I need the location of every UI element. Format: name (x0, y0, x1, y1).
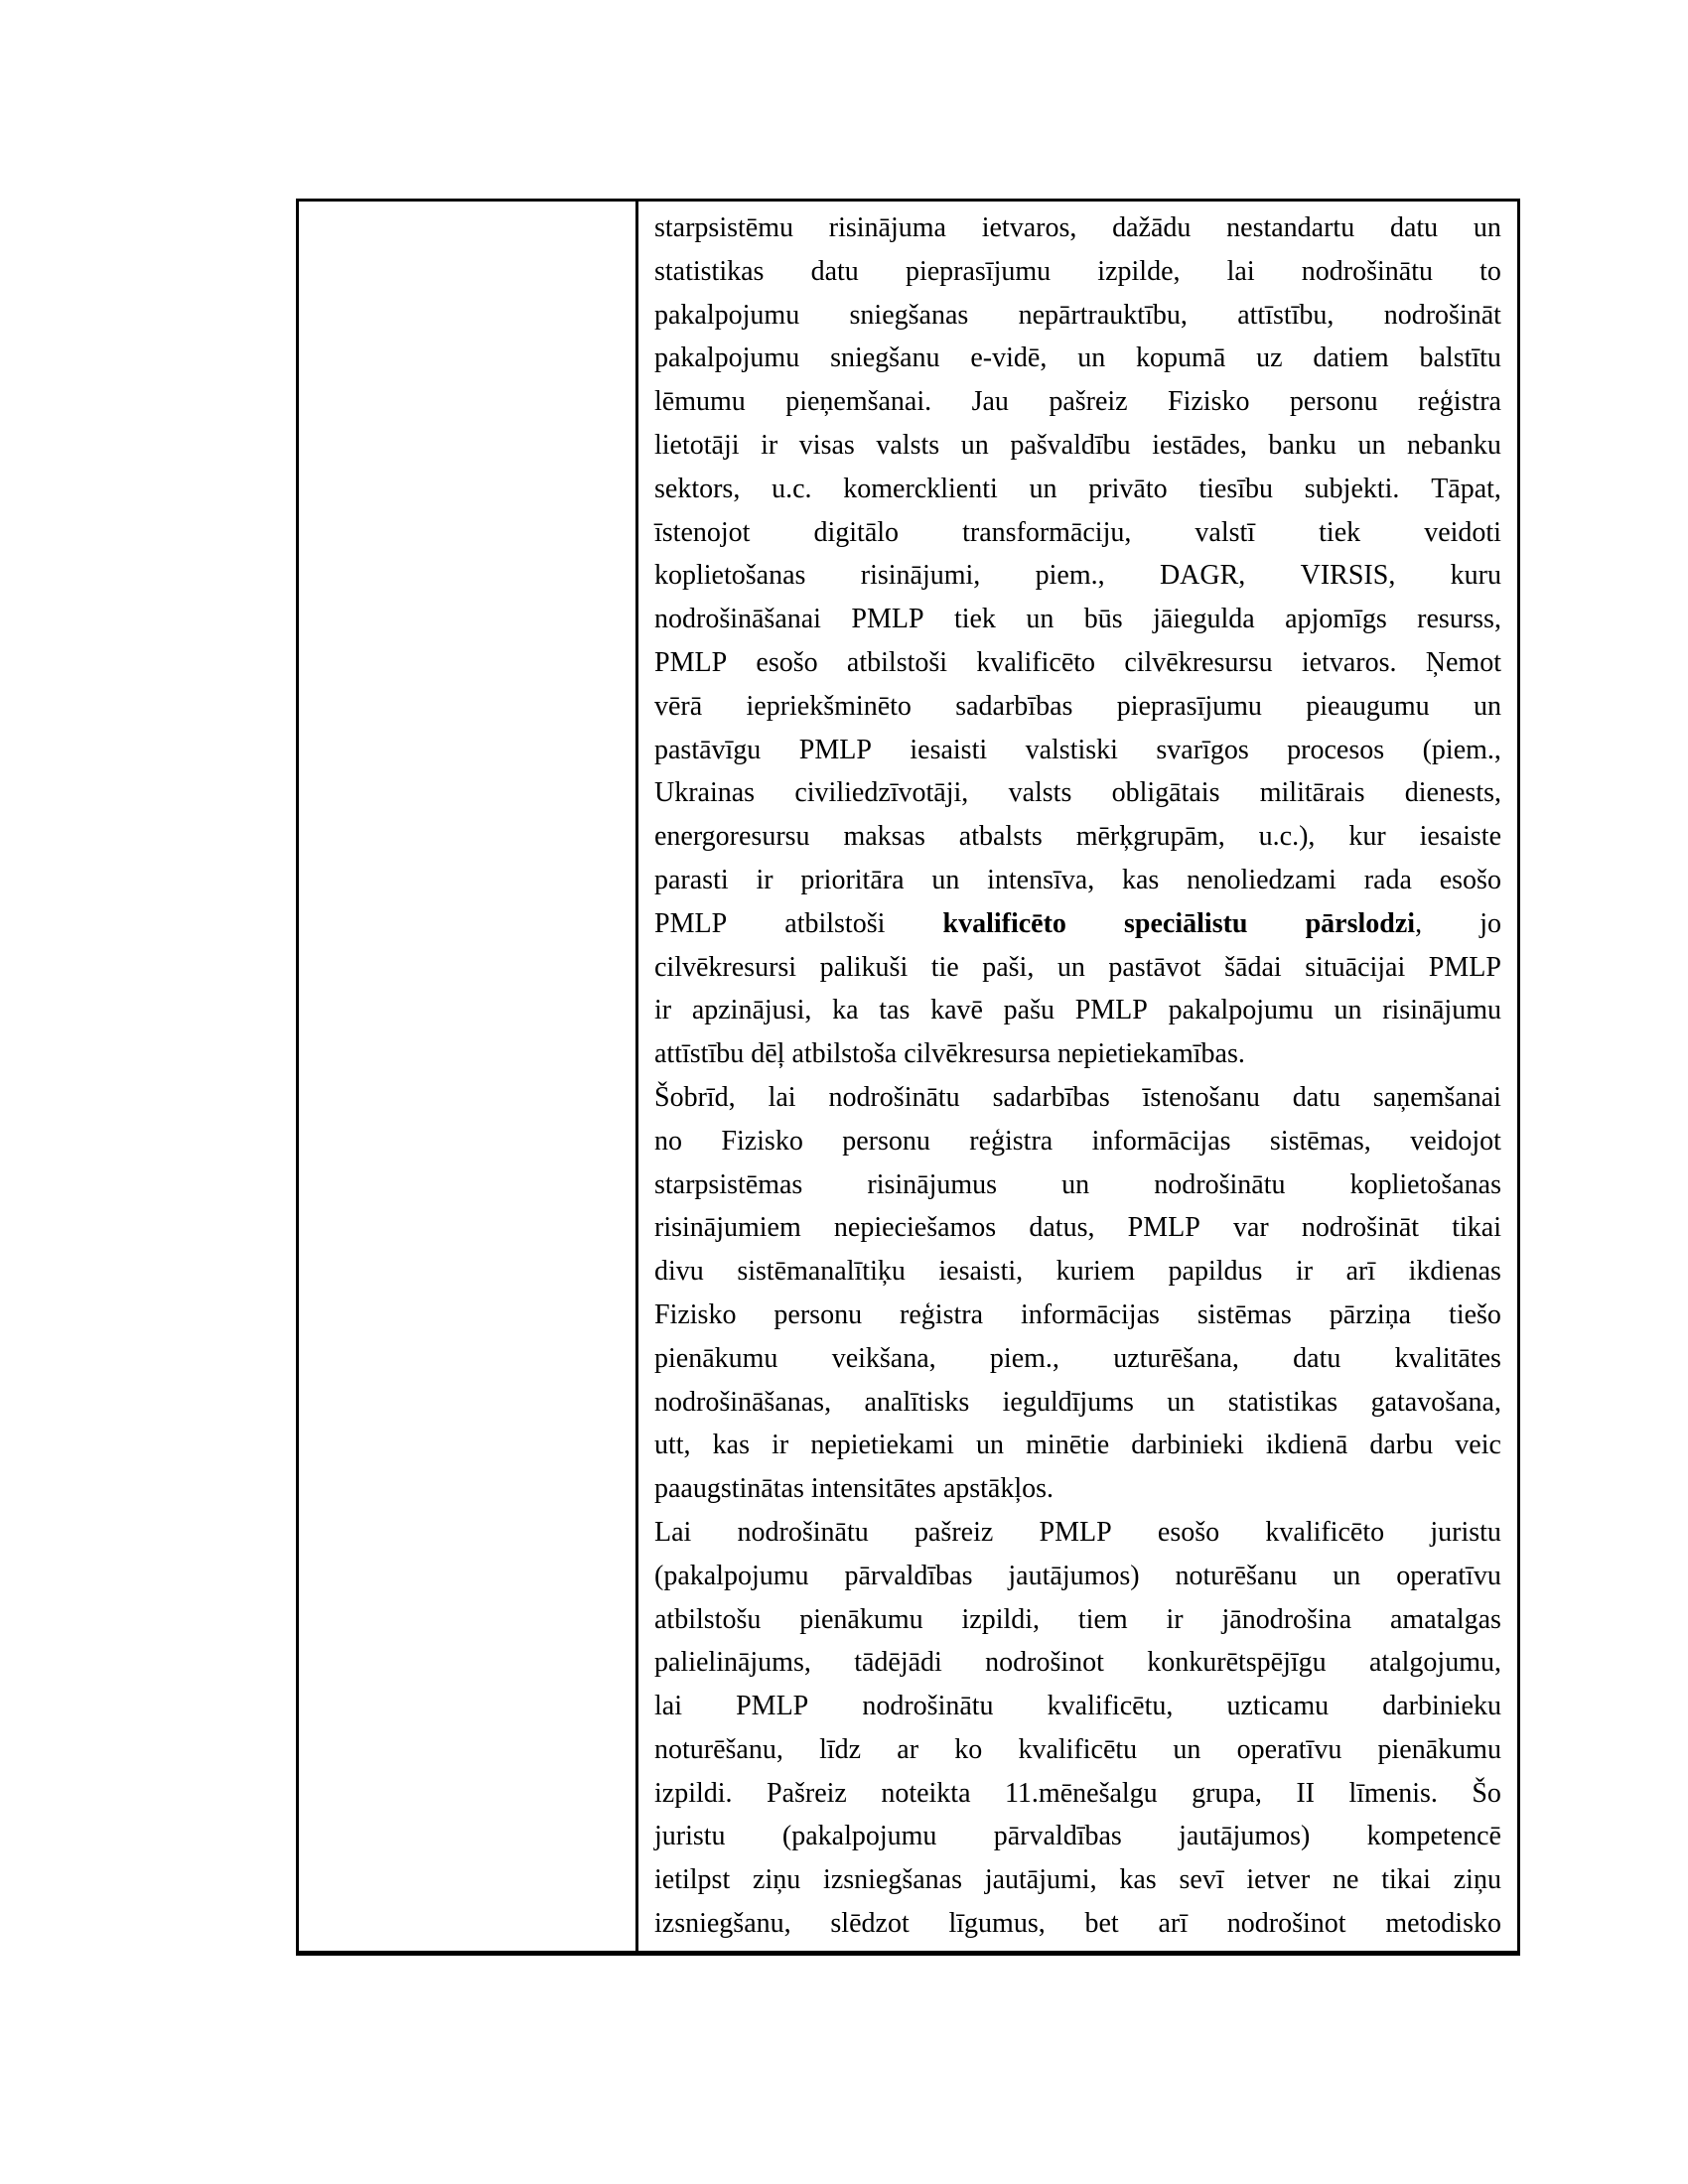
text-line: ietilpst ziņu izsniegšanas jautājumi, kas sevī ietver ne tikai ziņu (654, 1864, 1501, 1896)
text-line: atbilstošu pienākumu izpildi, tiem ir jānodrošina amatalgas (654, 1603, 1501, 1635)
table-cell-empty (299, 202, 638, 1951)
text-line: PMLP esošo atbilstoši kvalificēto cilvēkresursu ietvaros. Ņemot (654, 646, 1501, 678)
text-line: īstenojot digitālo transformāciju, valstī tiek veidoti (654, 516, 1501, 548)
text-line: starpsistēmu risinājuma ietvaros, dažādu nestandartu datu un (654, 212, 1501, 243)
text-line: pakalpojumu sniegšanas nepārtrauktību, attīstību, nodrošināt (654, 299, 1501, 331)
text-line: lēmumu pieņemšanai. Jau pašreiz Fizisko personu reģistra (654, 386, 1501, 418)
text-line: no Fizisko personu reģistra informācijas sistēmas, veidojot (654, 1125, 1501, 1157)
table-cell-text (638, 202, 1517, 1951)
text-line: pakalpojumu sniegšanu e-vidē, un kopumā uz datiem balstītu (654, 342, 1501, 374)
text-line: energoresursu maksas atbalsts mērķgrupām, u.c.), kur iesaiste (654, 821, 1501, 853)
text-line: Ukrainas civiliedzīvotāji, valsts obligātais militārais dienests, (654, 777, 1501, 809)
document-table (296, 199, 1520, 1956)
text-line: utt, kas ir nepietiekami un minētie darbinieki ikdienā darbu veic (654, 1430, 1501, 1461)
text-line: statistikas datu pieprasījumu izpilde, lai nodrošinātu to (654, 255, 1501, 287)
text-line: pienākumu veikšana, piem., uzturēšana, datu kvalitātes (654, 1342, 1501, 1374)
text-line: juristu (pakalpojumu pārvaldības jautājumos) kompetencē (654, 1821, 1501, 1852)
text-line: attīstību dēļ atbilstoša cilvēkresursa nepietiekamības. (654, 1038, 1245, 1070)
text-line: pastāvīgu PMLP iesaisti valstiski svarīgos procesos (piem., (654, 734, 1501, 765)
text-line: koplietošanas risinājumi, piem., DAGR, VIRSIS, kuru (654, 560, 1501, 592)
text-line: izpildi. Pašreiz noteikta 11.mēnešalgu grupa, II līmenis. Šo (654, 1777, 1501, 1809)
text-line: PMLP atbilstoši kvalificēto speciālistu pārslodzi, jo (654, 907, 1501, 939)
text-line: starpsistēmas risinājumus un nodrošinātu koplietošanas (654, 1168, 1501, 1200)
text-line: sektors, u.c. komercklienti un privāto tiesību subjekti. Tāpat, (654, 473, 1501, 504)
text-line: vērā iepriekšminēto sadarbības pieprasījumu pieaugumu un (654, 690, 1501, 722)
text-line: (pakalpojumu pārvaldības jautājumos) noturēšanu un operatīvu (654, 1560, 1501, 1591)
text-line: Lai nodrošinātu pašreiz PMLP esošo kvalificēto juristu (654, 1516, 1501, 1548)
text-line: izsniegšanu, slēdzot līgumus, bet arī nodrošinot metodisko (654, 1908, 1501, 1940)
text-line: lietotāji ir visas valsts un pašvaldību iestādes, banku un nebanku (654, 429, 1501, 461)
text-line: risinājumiem nepieciešamos datus, PMLP var nodrošināt tikai (654, 1212, 1501, 1244)
text-line: cilvēkresursi palikuši tie paši, un pastāvot šādai situācijai PMLP (654, 951, 1501, 983)
text-line: Fizisko personu reģistra informācijas sistēmas pārziņa tiešo (654, 1298, 1501, 1330)
text-line: parasti ir prioritāra un intensīva, kas nenoliedzami rada esošo (654, 864, 1501, 895)
text-line: lai PMLP nodrošinātu kvalificētu, uzticamu darbinieku (654, 1691, 1501, 1722)
text-line: divu sistēmanalītiķu iesaisti, kuriem papildus ir arī ikdienas (654, 1256, 1501, 1288)
text-line: paaugstinātas intensitātes apstākļos. (654, 1473, 1055, 1505)
text-line: nodrošināšanas, analītisks ieguldījums un statistikas gatavošana, (654, 1386, 1501, 1418)
text-line: nodrošināšanai PMLP tiek un būs jāiegulda apjomīgs resurss, (654, 604, 1501, 635)
text-line: Šobrīd, lai nodrošinātu sadarbības īstenošanu datu saņemšanai (654, 1081, 1501, 1113)
text-line: noturēšanu, līdz ar ko kvalificētu un operatīvu pienākumu (654, 1733, 1501, 1765)
text-line: palielinājums, tādējādi nodrošinot konkurētspējīgu atalgojumu, (654, 1647, 1501, 1679)
text-line: ir apzinājusi, ka tas kavē pašu PMLP pakalpojumu un risinājumu (654, 995, 1501, 1026)
